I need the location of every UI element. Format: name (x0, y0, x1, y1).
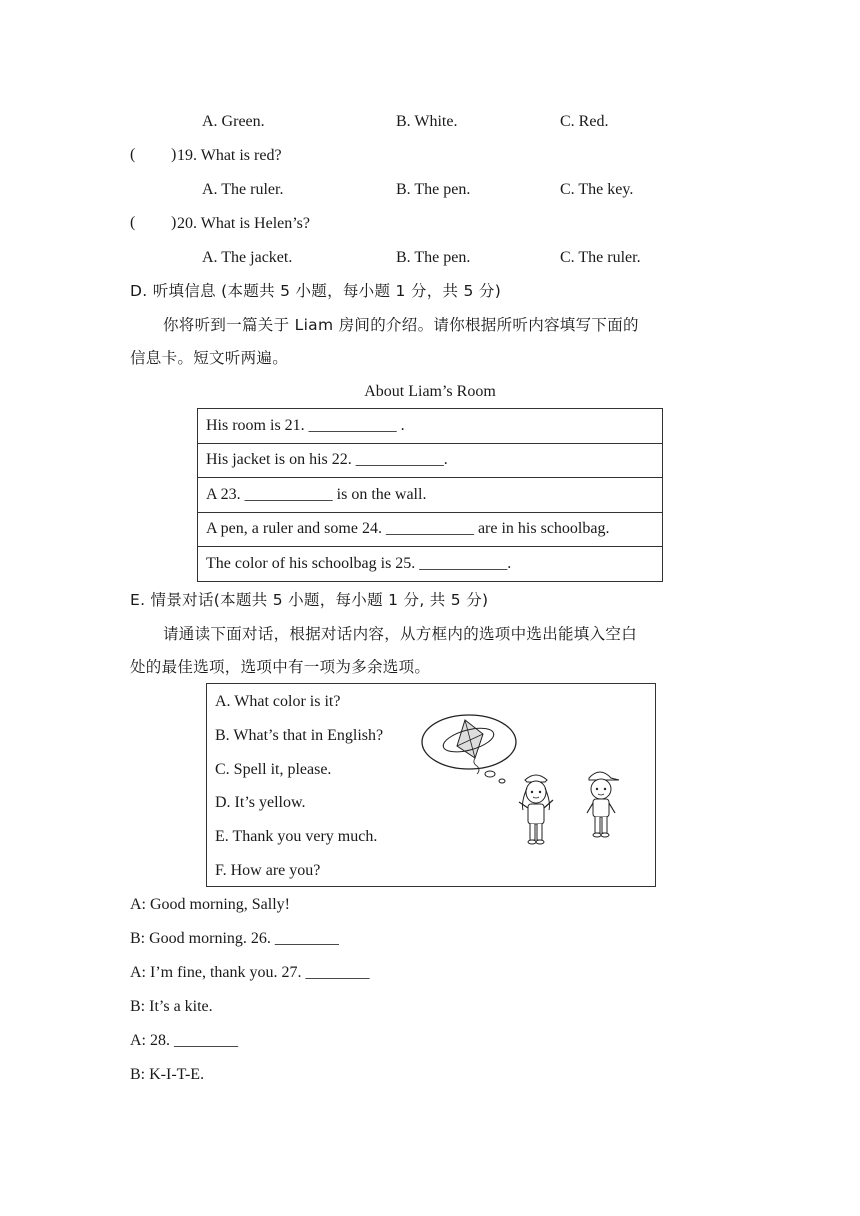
info-row-22: His jacket is on his 22. ___________. (198, 443, 663, 478)
info-row-21: His room is 21. ___________ . (198, 409, 663, 444)
q20-answer-paren-close: ) (171, 214, 177, 231)
section-d-heading: D. 听填信息 (本题共 5 小题，每小题 1 分，共 5 分) (130, 282, 502, 300)
q18-option-c: C. Red. (560, 113, 609, 130)
section-e-instruction-line1: 请通读下面对话，根据对话内容，从方框内的选项中选出能填入空白 (163, 625, 638, 643)
option-f: F. How are you? (215, 862, 321, 879)
girl-icon (519, 775, 553, 844)
info-card-table (197, 408, 663, 582)
kite-dialogue-illustration (415, 706, 655, 866)
dialogue-line-5: A: 28. ________ (130, 1032, 238, 1049)
dialogue-line-4: B: It’s a kite. (130, 998, 213, 1015)
boy-icon (587, 772, 619, 837)
option-b: B. What’s that in English? (215, 727, 384, 744)
q19-question: 19. What is red? (177, 147, 282, 164)
table-row (198, 443, 663, 478)
section-e-instruction-line2: 处的最佳选项，选项中有一项为多余选项。 (130, 658, 431, 676)
section-d-instruction-line1: 你将听到一篇关于 Liam 房间的介绍。请你根据所听内容填写下面的 (163, 316, 639, 334)
info-card-title: About Liam’s Room (364, 383, 496, 400)
dialogue-line-2: B: Good morning. 26. ________ (130, 930, 339, 947)
q19-answer-paren-open: ( (130, 146, 136, 163)
q19-answer-paren-close: ) (171, 146, 177, 163)
options-box (206, 683, 656, 887)
q20-option-a: A. The jacket. (202, 249, 293, 266)
info-row-25: The color of his schoolbag is 25. ___________. (198, 547, 663, 582)
section-e-heading: E. 情景对话(本题共 5 小题，每小题 1 分, 共 5 分) (130, 591, 489, 609)
table-row (198, 512, 663, 547)
q20-question: 20. What is Helen’s? (177, 215, 311, 232)
info-row-24: A pen, a ruler and some 24. ___________ are in his schoolbag. (198, 512, 663, 547)
table-row (198, 478, 663, 513)
option-e: E. Thank you very much. (215, 828, 378, 845)
option-a: A. What color is it? (215, 693, 341, 710)
option-c: C. Spell it, please. (215, 761, 332, 778)
section-d-instruction-line2: 信息卡。短文听两遍。 (130, 349, 289, 367)
q19-option-b: B. The pen. (396, 181, 471, 198)
dialogue-line-3: A: I’m fine, thank you. 27. ________ (130, 964, 370, 981)
q20-option-b: B. The pen. (396, 249, 471, 266)
table-row (198, 547, 663, 582)
dialogue-line-1: A: Good morning, Sally! (130, 896, 290, 913)
info-row-23: A 23. ___________ is on the wall. (198, 478, 663, 513)
q20-option-c: C. The ruler. (560, 249, 641, 266)
q19-option-a: A. The ruler. (202, 181, 284, 198)
q18-option-b: B. White. (396, 113, 458, 130)
q18-option-a: A. Green. (202, 113, 265, 130)
table-row (198, 409, 663, 444)
dialogue-line-6: B: K-I-T-E. (130, 1066, 205, 1083)
q20-answer-paren-open: ( (130, 214, 136, 231)
option-d: D. It’s yellow. (215, 794, 306, 811)
q19-option-c: C. The key. (560, 181, 634, 198)
